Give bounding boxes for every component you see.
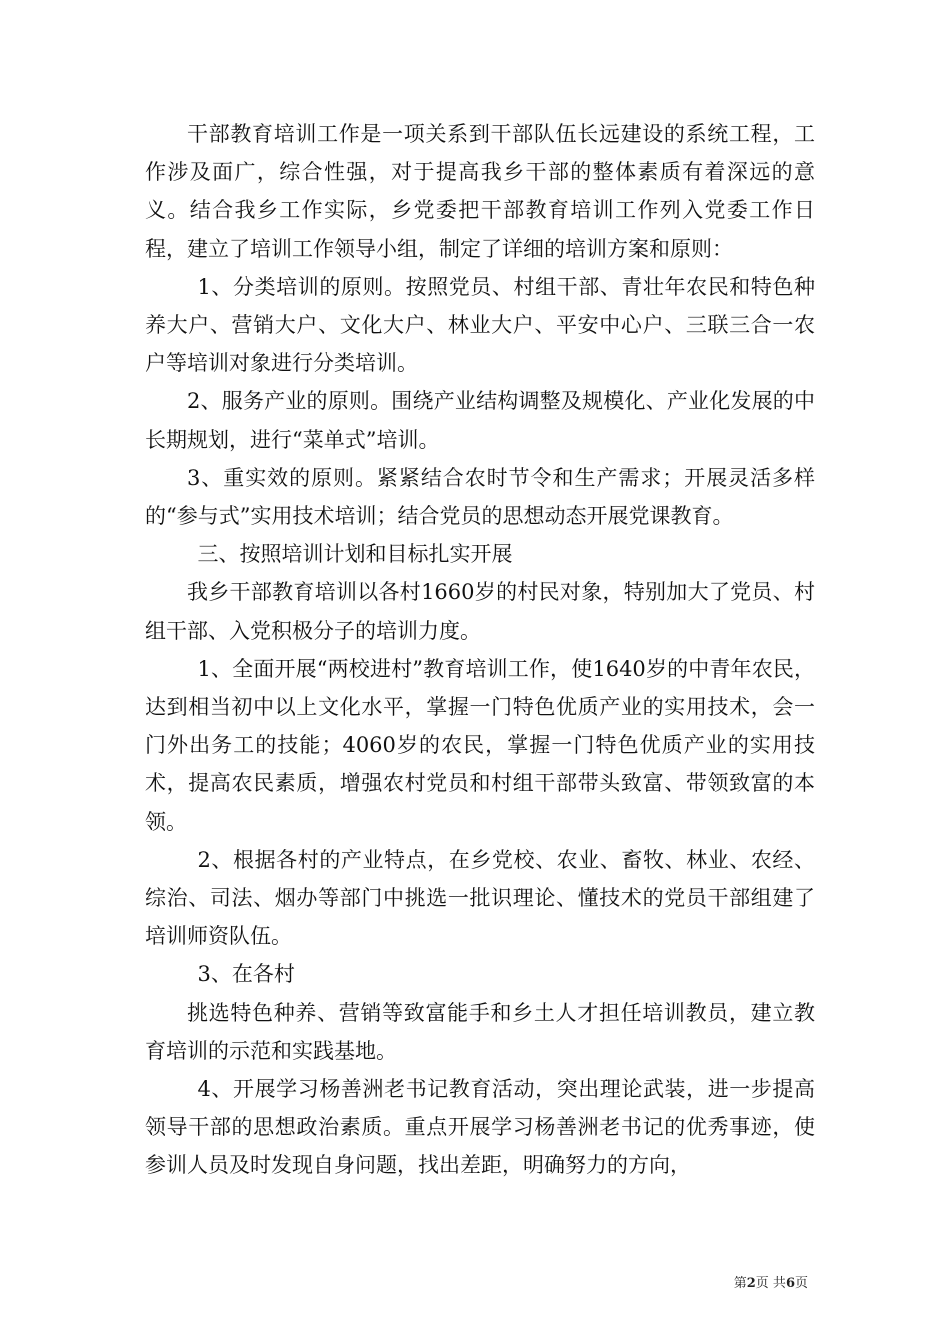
paragraph-item-2: 2、根据各村的产业特点，在乡党校、农业、畜牧、林业、农经、综治、司法、烟办等部门中挑选一批识理论、懂技术的党员干部组建了培训师资队伍。 xyxy=(145,847,815,949)
footer-total-pages: 6 xyxy=(785,1276,795,1291)
footer-current-page: 2 xyxy=(746,1276,756,1291)
page-footer xyxy=(0,1272,808,1291)
paragraph-item-3-continued: 挑选特色种养、营销等致富能手和乡土人才担任培训教员，建立教育培训的示范和实践基地。 xyxy=(145,1000,815,1063)
footer-suffix: 页 xyxy=(794,1276,808,1291)
paragraph-item-4: 4、开展学习杨善洲老书记教育活动，突出理论武装，进一步提高领导干部的思想政治素质。重点开展学习杨善洲老书记的优秀事迹，使参训人员及时发现自身问题，找出差距，明确努力的方向， xyxy=(145,1077,815,1178)
paragraph-item-1: 1、全面开展“两校进村”教育培训工作，使1640岁的中青年农民，达到相当初中以上文化水平，掌握一门特色优质产业的实用技术，会一门外出务工的技能；4060岁的农民，掌握一门特色优质产业的实用技术，提高农民素质，增强农村党员和村组干部带头致富、带领致富的本领。 xyxy=(145,656,815,834)
paragraph-intro: 干部教育培训工作是一项关系到干部队伍长远建设的系统工程，工作涉及面广，综合性强，对于提高我乡干部的整体素质有着深远的意义。结合我乡工作实际，乡党委把干部教育培训工作列入党委工作日程，建立了培训工作领导小组，制定了详细的培训方案和原则： xyxy=(145,122,815,261)
document-body xyxy=(145,115,815,1185)
footer-middle: 页 共 xyxy=(755,1276,786,1291)
footer-prefix: 第 xyxy=(733,1276,747,1291)
paragraph-principle-1: 1、分类培训的原则。按照党员、村组干部、青壮年农民和特色种养大户、营销大户、文化大户、林业大户、平安中心户、三联三合一农户等培训对象进行分类培训。 xyxy=(145,274,815,376)
paragraph-item-3: 3、在各村 xyxy=(197,962,295,987)
paragraph-training-scope: 我乡干部教育培训以各村1660岁的村民对象，特别加大了党员、村组干部、入党积极分子的培训力度。 xyxy=(145,580,815,643)
paragraph-principle-3: 3、重实效的原则。紧紧结合农时节令和生产需求；开展灵活多样的“参与式”实用技术培训；结合党员的思想动态开展党课教育。 xyxy=(145,465,815,529)
paragraph-principle-2: 2、服务产业的原则。围绕产业结构调整及规模化、产业化发展的中长期规划，进行“菜单式”培训。 xyxy=(145,389,815,452)
section-heading: 三、按照培训计划和目标扎实开展 xyxy=(197,542,513,567)
